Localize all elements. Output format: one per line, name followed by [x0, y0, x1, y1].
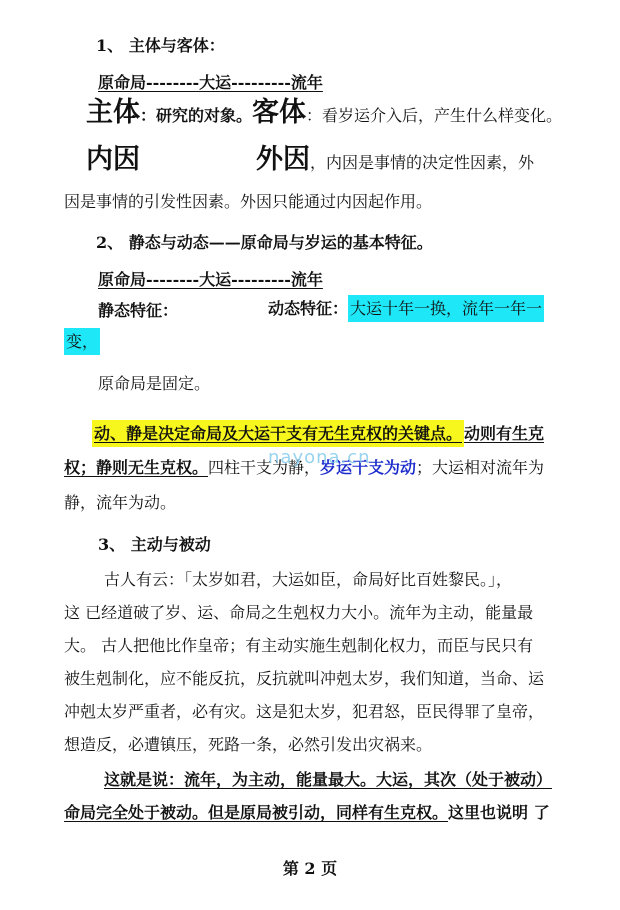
key-plain-2: 四柱干支为静，	[208, 458, 321, 477]
neiyin-desc-2: 因是事情的引发性因素。外因只能通过内因起作用。	[64, 192, 433, 211]
neiyin-line	[86, 143, 140, 177]
key-highlight: 动、静是决定命局及大运干支有无生克权的关键点。	[92, 420, 464, 447]
dynamic-label: 动态特征：	[268, 299, 349, 318]
chain-line-1: 原命局--------大运---------流年	[98, 73, 323, 92]
footer-suffix: 页	[321, 859, 338, 878]
dynamic-highlight-1: 大运十年一换，流年一年一	[348, 295, 544, 322]
conclusion-part-a: 命局完全处于被动。但是原局被引动，同样有生克权。	[64, 803, 449, 822]
para-line-1: 古人有云：「太岁如君，大运如臣，命局好比百姓黎民。」，	[104, 570, 513, 589]
conclusion-part-b: 这里也说明 了	[448, 803, 550, 822]
key-rest-1: 动则有生克	[464, 424, 545, 443]
dynamic-highlight-2: 变，	[64, 328, 100, 355]
para-line-3: 大。 古人把他比作皇帝；有主动实施生剋制化权力，而臣与民只有	[64, 636, 534, 655]
term-neiyin: 内因	[86, 144, 140, 175]
zhuti-line	[86, 96, 562, 130]
static-label: 静态特征：	[98, 301, 179, 320]
waiyin-line	[256, 143, 534, 177]
term-zhuti: 主体	[86, 97, 140, 128]
section-2-heading: 2、 静态与动态——原命局与岁运的基本特征。	[96, 233, 433, 252]
page-footer	[0, 856, 620, 879]
term-waiyin: 外因	[256, 144, 310, 175]
page-number: 2	[304, 859, 316, 878]
key-blue-2: 岁运干支为动	[320, 458, 417, 477]
watermark: nayona.cn	[268, 447, 371, 468]
chain-line-2: 原命局--------大运---------流年	[98, 270, 323, 289]
footer-prefix: 第	[282, 859, 299, 878]
key-bold-2: 权；静则无生克权。	[64, 458, 209, 477]
dynamic-line	[268, 297, 544, 321]
key-line-3: 静，流年为动。	[64, 493, 177, 512]
keti-desc: ：看岁运介入后，产生什么样变化。	[306, 106, 563, 125]
conclusion-line-2	[64, 801, 550, 825]
conclusion-line-1: 这就是说：流年，为主动，能量最大。大运，其次（处于被动）	[104, 770, 553, 789]
key-plain-2b: ；大运相对流年为	[416, 458, 545, 477]
neiyin-desc-1: ，内因是事情的决定性因素，外	[310, 153, 535, 172]
para-line-5: 冲剋太岁严重者，必有灾。这是犯太岁，犯君怒，臣民得罪了皇帝，	[64, 702, 545, 721]
key-line-1	[92, 422, 544, 446]
fixed-line: 原命局是固定。	[98, 374, 211, 393]
para-line-2: 这 已经道破了岁、运、命局之生剋权力大小。流年为主动，能量最	[64, 603, 534, 622]
zhuti-desc: ：研究的对象。	[140, 106, 253, 125]
section-3-heading: 3、 主动与被动	[98, 535, 211, 554]
para-line-6: 想造反，必遭镇压，死路一条，必然引发出灾祸来。	[64, 735, 433, 754]
dynamic-line-2	[64, 330, 100, 354]
para-line-4: 被生剋制化，应不能反抗，反抗就叫冲剋太岁，我们知道，当命、运	[64, 669, 545, 688]
term-keti: 客体	[252, 97, 307, 128]
section-1-heading: 1、 主体与客体：	[96, 36, 225, 55]
